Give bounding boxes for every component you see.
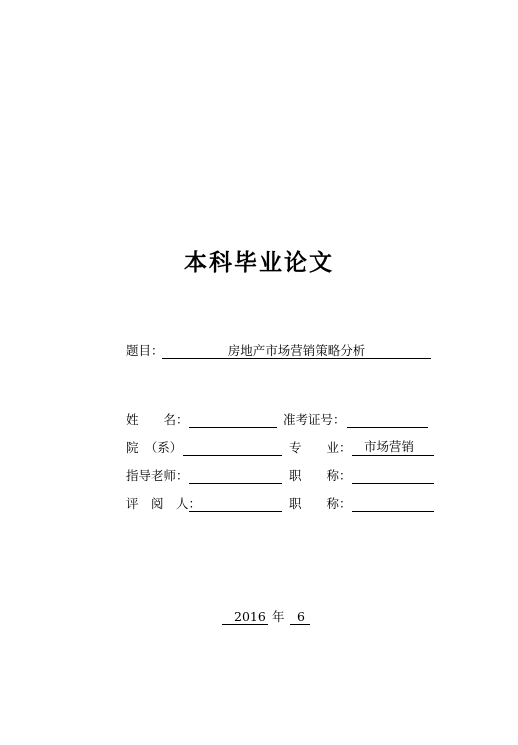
subject-row bbox=[126, 343, 366, 359]
date-year: 2016 bbox=[234, 609, 266, 624]
advisor-field bbox=[189, 468, 282, 484]
major-value: 市场营销 bbox=[364, 439, 415, 454]
college-label: 院 （系） bbox=[126, 440, 183, 455]
exam-id-field bbox=[347, 412, 428, 428]
date-month: 6 bbox=[297, 609, 305, 624]
college-field bbox=[183, 440, 282, 456]
reviewer-field bbox=[189, 496, 282, 512]
reviewer-title-label: 职 称： bbox=[289, 496, 352, 511]
exam-id-label: 准考证号： bbox=[283, 412, 346, 427]
name-field bbox=[189, 412, 277, 428]
subject-label: 题目： bbox=[126, 343, 164, 358]
subject-value: 房地产市场营销策略分析 bbox=[162, 343, 431, 359]
name-label: 姓 名： bbox=[126, 412, 189, 427]
advisor-label: 指导老师： bbox=[126, 468, 189, 483]
page-title: 本科毕业论文 bbox=[184, 250, 334, 276]
major-label: 专 业： bbox=[289, 440, 352, 455]
advisor-title-field bbox=[352, 468, 434, 484]
reviewer-label: 评 阅 人： bbox=[126, 496, 202, 511]
advisor-title-label: 职 称： bbox=[289, 468, 352, 483]
date-year-label: 年 bbox=[272, 609, 285, 624]
reviewer-title-field bbox=[352, 496, 434, 512]
